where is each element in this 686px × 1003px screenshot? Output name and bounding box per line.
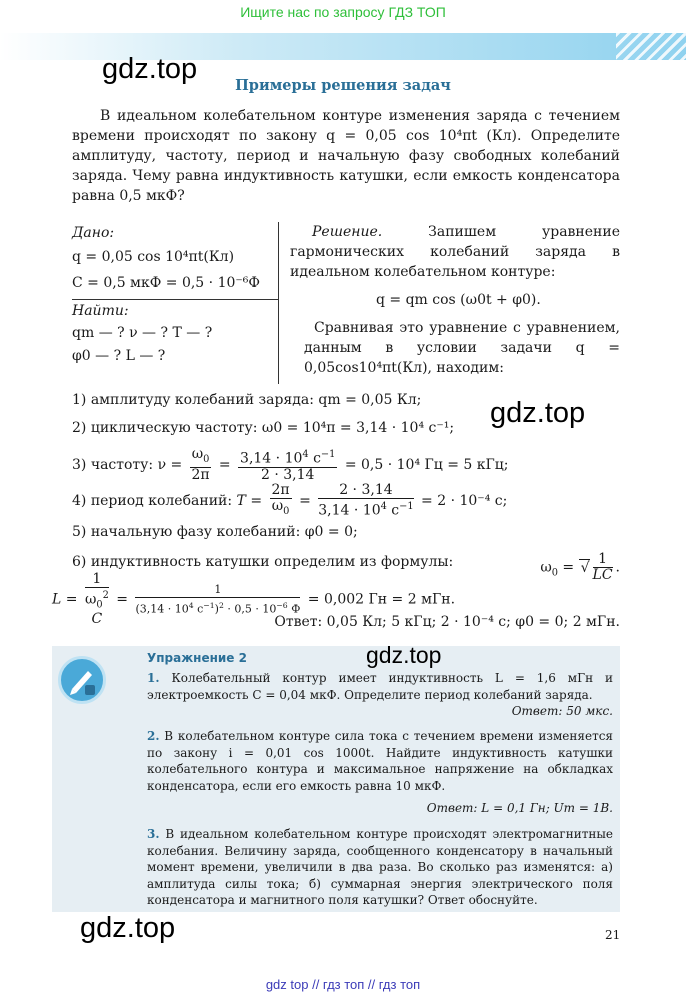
- step-1: 1) амплитуду колебаний заряда: qm = 0,05 Кл;: [72, 392, 422, 408]
- watermark: gdz.top: [80, 912, 176, 944]
- solution-text: Запишем уравнение гармонических колебаний заряда в идеальном колебательном контуре:: [290, 224, 620, 280]
- watermark: gdz.top: [490, 397, 586, 429]
- step-4: 4) период колебаний: T = $\frac{2\pi}{\omega_0}$ = $\frac{2 \cdot 3,14}{3,14 \cdot 10^4 с^{-1}}$ = 2 · 10⁻⁴ с;: [72, 482, 508, 519]
- step-5: 5) начальную фазу колебаний: φ0 = 0;: [72, 524, 358, 540]
- exercise-item-3: 3. В идеальном колебательном контуре происходят электромагнитные колебания. Величину заряда, сообщенного конденсатору в начальный момент времени, увеличили в два раза. Во сколько раз изменятся: а) амплитуда силы тока; б) суммарная энергия электрического поля конденсатора и магнитного поля катушки? Ответ обоснуйте.: [147, 827, 613, 907]
- given-line-2: C = 0,5 мкФ = 0,5 · 10⁻⁶Ф: [72, 275, 261, 291]
- watermark: gdz.top: [366, 642, 442, 668]
- step-4-result: = 2 · 10⁻⁴ с;: [421, 492, 508, 509]
- exercise-answer-2: Ответ: L = 0,1 Гн; Um = 1В.: [426, 801, 613, 815]
- step-2: 2) циклическую частоту: ω0 = 10⁴π = 3,14 · 10⁴ с⁻¹;: [72, 420, 455, 436]
- exercise-item-1: 1. Колебательный контур имеет индуктивность L = 1,6 мГн и электроемкость C = 0,04 мкФ. Определите период колебаний заряда. Ответ: 50 мкс.: [147, 671, 613, 718]
- solution-intro: [290, 222, 620, 282]
- solution-label: Решение.: [312, 224, 383, 240]
- find-label: Найти:: [72, 303, 129, 319]
- step-3-label: 3) частоту:: [72, 456, 154, 473]
- given-vertical-divider: [278, 222, 279, 384]
- step-3: 3) частоту: ν = $\frac{\omega_0}{2\pi}$ = $\frac{3,14 \cdot 10^4 с^{-1}}{2 \cdot 3,14}$ = 0,5 · 10⁴ Гц = 5 кГц;: [72, 446, 509, 483]
- watermark: gdz.top: [102, 53, 198, 85]
- exercise-item-2: 2. В колебательном контуре сила тока с течением времени изменяется по закону i = 0,01 cos 1000t. Найдите индуктивность катушки колебательного контура и максимальное напряжение на обкладках конденсатора, если его емкость равна 10 мкФ. Ответ: L = 0,1 Гн; Um = 1В.: [147, 729, 613, 815]
- pencil-icon: [58, 656, 106, 704]
- step-4-fraction-2: $\frac{2 \cdot 3,14}{3,14 \cdot 10^4 с^{-1}}$: [318, 482, 414, 519]
- find-line-2: φ0 — ? L — ?: [72, 348, 166, 364]
- given-label: Дано:: [72, 225, 115, 241]
- problem-text: В идеальном колебательном контуре изменения заряда с течением времени происходят по закону q = 0,05 cos 10⁴πt (Кл). Определите амплитуду, частоту, период и начальную фазу свободных колебаний заряда. Чему равна индуктивность катушки, если емкость конденсатора равна 0,5 мкФ?: [72, 108, 620, 204]
- step-6-text: 6) индуктивность катушки определим из формулы:: [72, 554, 454, 570]
- top-banner[interactable]: Ищите нас по запросу ГДЗ ТОП: [240, 4, 446, 20]
- inductance-formula: L = 1 $\omega_0^2$ C = $\frac{1}{(3,14 \cdot 10^4 с^{-1})^2 \cdot 0,5 \cdot 10^{-6} Ф}$ = 0,002 Гн = 2 мГн.: [52, 571, 456, 628]
- step-3-fraction-2: $\frac{3,14 \cdot 10^4 с^{-1}}{2 \cdot 3,14}$: [240, 449, 336, 483]
- exercise-title: Упражнение 2: [147, 651, 247, 665]
- step-3-result: = 0,5 · 10⁴ Гц = 5 кГц;: [344, 456, 509, 473]
- answer: Ответ: 0,05 Кл; 5 кГц; 2 · 10⁻⁴ с; φ0 = 0; 2 мГн.: [274, 614, 620, 630]
- page-number: 21: [605, 928, 621, 942]
- inductance-result: = 0,002 Гн = 2 мГн.: [307, 591, 456, 608]
- footer-links[interactable]: gdz top // гдз топ // гдз топ: [265, 977, 421, 992]
- exercise-answer-1: Ответ: 50 мкс.: [511, 704, 613, 718]
- step-6: 6) индуктивность катушки определим из формулы: $\omega_0$ = √ $\frac{1}{LC}$ .: [72, 551, 620, 583]
- solution-formula: q = qm cos (ω0t + φ0).: [376, 292, 541, 308]
- step-4-label: 4) период колебаний:: [72, 492, 233, 509]
- header-stripes: [616, 33, 686, 60]
- step-3-fraction-1: $\frac{\omega_0}{2\pi}$: [191, 446, 210, 483]
- given-divider: [72, 299, 278, 300]
- step-4-fraction-1: $\frac{2\pi}{\omega_0}$: [271, 482, 290, 517]
- solution-compare: Сравнивая это уравнение с уравнением, данным в условии задачи q = 0,05cos10⁴πt(Кл), находим:: [304, 320, 620, 376]
- find-line-1: qm — ? ν — ? T — ?: [72, 325, 213, 341]
- given-line-1: q = 0,05 cos 10⁴πt(Кл): [72, 249, 235, 265]
- section-title: Примеры решения задач: [235, 77, 451, 94]
